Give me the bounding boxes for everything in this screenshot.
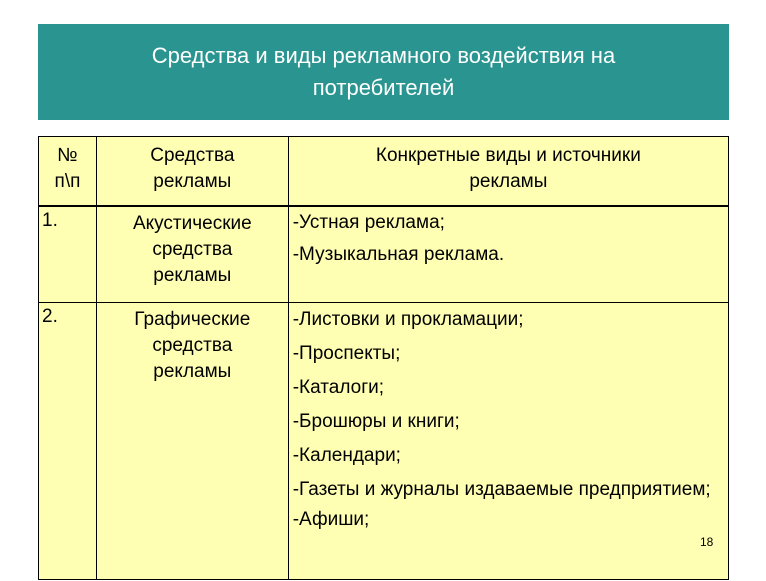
- list-item: -Газеты и журналы издаваемые предприятием;: [292, 479, 711, 500]
- header-number-line-1: №: [57, 145, 78, 166]
- list-item: -Календари;: [292, 445, 401, 466]
- means-line: Графические: [134, 309, 251, 330]
- list-item: -Брошюры и книги;: [292, 411, 460, 432]
- header-types-line-1: Конкретные виды и источники: [375, 145, 641, 166]
- list-item: -Афиши;: [292, 509, 370, 530]
- types-cell: [288, 303, 728, 580]
- list-item: -Каталоги;: [292, 377, 385, 398]
- means-line: средства: [152, 239, 233, 260]
- table-row: [39, 303, 729, 580]
- slide-title: [54, 40, 714, 104]
- means-line: рекламы: [153, 361, 232, 382]
- list-item: -Проспекты;: [292, 343, 401, 364]
- means-cell: [96, 206, 288, 303]
- title-banner: [38, 24, 729, 120]
- types-cell: [288, 206, 728, 303]
- means-line: средства: [152, 335, 233, 356]
- header-number-line-2: п\п: [54, 171, 81, 192]
- list-item: -Устная реклама;: [292, 212, 445, 233]
- row-number: 2.: [39, 303, 97, 580]
- header-means: [96, 137, 288, 207]
- table-row: [39, 206, 729, 303]
- header-means-line-2: рекламы: [153, 171, 232, 192]
- advertising-table: [38, 136, 729, 580]
- list-item: -Музыкальная реклама.: [292, 244, 505, 265]
- slide-title-line-1: Средства и виды рекламного воздействия на: [151, 43, 616, 68]
- slide-title-line-2: потребителей: [312, 75, 455, 100]
- header-number: [39, 137, 97, 207]
- means-cell: [96, 303, 288, 580]
- means-line: Акустические: [132, 213, 252, 234]
- means-line: рекламы: [153, 265, 232, 286]
- header-means-line-1: Средства: [150, 145, 235, 166]
- list-item: -Листовки и прокламации;: [292, 309, 524, 330]
- row-number: 1.: [39, 206, 97, 303]
- header-types: [288, 137, 728, 207]
- table-header-row: [39, 137, 729, 207]
- page-number: 18: [700, 535, 714, 549]
- header-types-line-2: рекламы: [469, 171, 548, 192]
